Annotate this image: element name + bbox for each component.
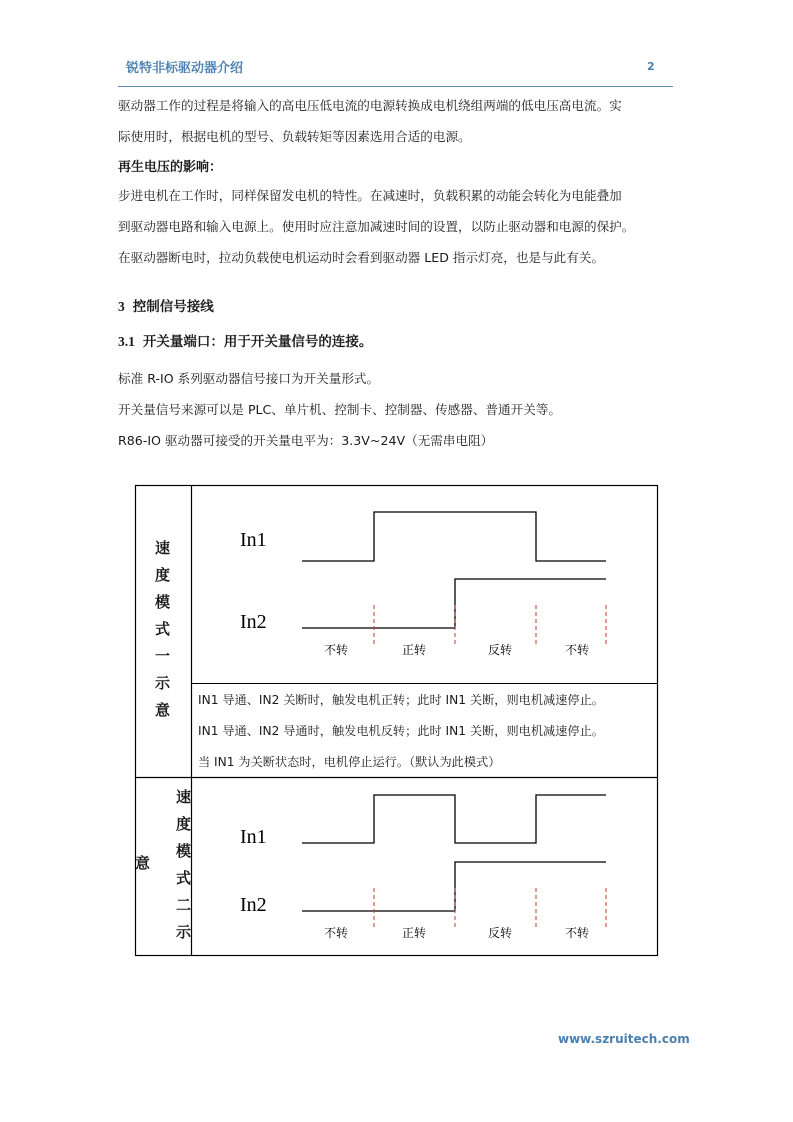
in2-label: In2 xyxy=(240,611,267,633)
label-char: 度 xyxy=(176,815,192,833)
header-title: 锐特非标驱动器介绍 xyxy=(126,61,244,76)
in2-waveform xyxy=(302,579,606,628)
paragraph-line: 际使用时，根据电机的型号、负载转矩等因素选用合适的电源。 xyxy=(118,129,471,144)
in2-waveform xyxy=(302,862,606,911)
in1-label: In1 xyxy=(240,529,267,551)
state-label: 反转 xyxy=(488,926,513,940)
paragraph-line: 驱动器工作的过程是将输入的高电压低电流的电源转换成电机绕组两端的低电压高电流。实 xyxy=(118,98,622,113)
label-char: 一 xyxy=(155,647,171,665)
footer-url[interactable]: www.szruitech.com xyxy=(558,1032,690,1046)
label-char: 示 xyxy=(155,674,171,692)
state-label: 不转 xyxy=(324,926,349,940)
state-label: 正转 xyxy=(402,926,427,940)
body-line: 开关量信号来源可以是 PLC、单片机、控制卡、控制器、传感器、普通开关等。 xyxy=(118,402,562,417)
paragraph-line: 到驱动器电路和输入电源上。使用时应注意加减速时间的设置，以防止驱动器和电源的保护。 xyxy=(118,219,635,234)
label-char: 示 xyxy=(176,923,192,941)
label-char: 意 xyxy=(155,701,171,719)
state-label: 正转 xyxy=(402,643,427,657)
mode1-desc-line: IN1 导通、IN2 导通时，触发电机反转；此时 IN1 关断，则电机减速停止。 xyxy=(198,724,604,738)
label-char: 度 xyxy=(155,566,171,584)
body-line: 标准 R-IO 系列驱动器信号接口为开关量形式。 xyxy=(118,371,380,386)
label-char: 模 xyxy=(155,593,171,611)
body-line: R86-IO 驱动器可接受的开关量电平为：3.3V~24V（无需串电阻） xyxy=(118,433,494,448)
label-char: 二 xyxy=(176,896,192,914)
page-number: 2 xyxy=(647,60,655,73)
mode1-desc-line: IN1 导通、IN2 关断时，触发电机正转；此时 IN1 关断，则电机减速停止。 xyxy=(198,693,604,707)
in1-label: In1 xyxy=(240,826,267,848)
label-char: 速 xyxy=(155,539,171,557)
paragraph-line: 步进电机在工作时，同样保留发电机的特性。在减速时，负载积累的动能会转化为电能叠加 xyxy=(118,188,622,203)
state-label: 不转 xyxy=(565,643,590,657)
label-char: 速 xyxy=(176,788,192,806)
subheading-regen: 再生电压的影响： xyxy=(118,160,223,175)
label-char: 模 xyxy=(176,842,192,860)
state-label: 不转 xyxy=(324,643,349,657)
mode1-desc-line: 当 IN1 为关断状态时，电机停止运行。（默认为此模式） xyxy=(198,755,501,769)
section-title: 开关量端口：用于开关量信号的连接。 xyxy=(142,334,373,350)
table-border xyxy=(136,486,658,956)
state-label: 不转 xyxy=(565,926,590,940)
in1-waveform xyxy=(302,512,606,561)
label-char: 式 xyxy=(176,869,192,887)
state-label: 反转 xyxy=(488,643,513,657)
label-char-overflow: 意 xyxy=(135,854,151,872)
label-char: 式 xyxy=(155,620,171,638)
section-title: 控制信号接线 xyxy=(132,299,214,315)
in2-label: In2 xyxy=(240,894,267,916)
in1-waveform xyxy=(302,795,606,843)
section-number: 3.1 xyxy=(118,334,135,349)
paragraph-line: 在驱动器断电时，拉动负载使电机运动时会看到驱动器 LED 指示灯亮，也是与此有关。 xyxy=(118,250,605,265)
section-number: 3 xyxy=(118,299,125,314)
